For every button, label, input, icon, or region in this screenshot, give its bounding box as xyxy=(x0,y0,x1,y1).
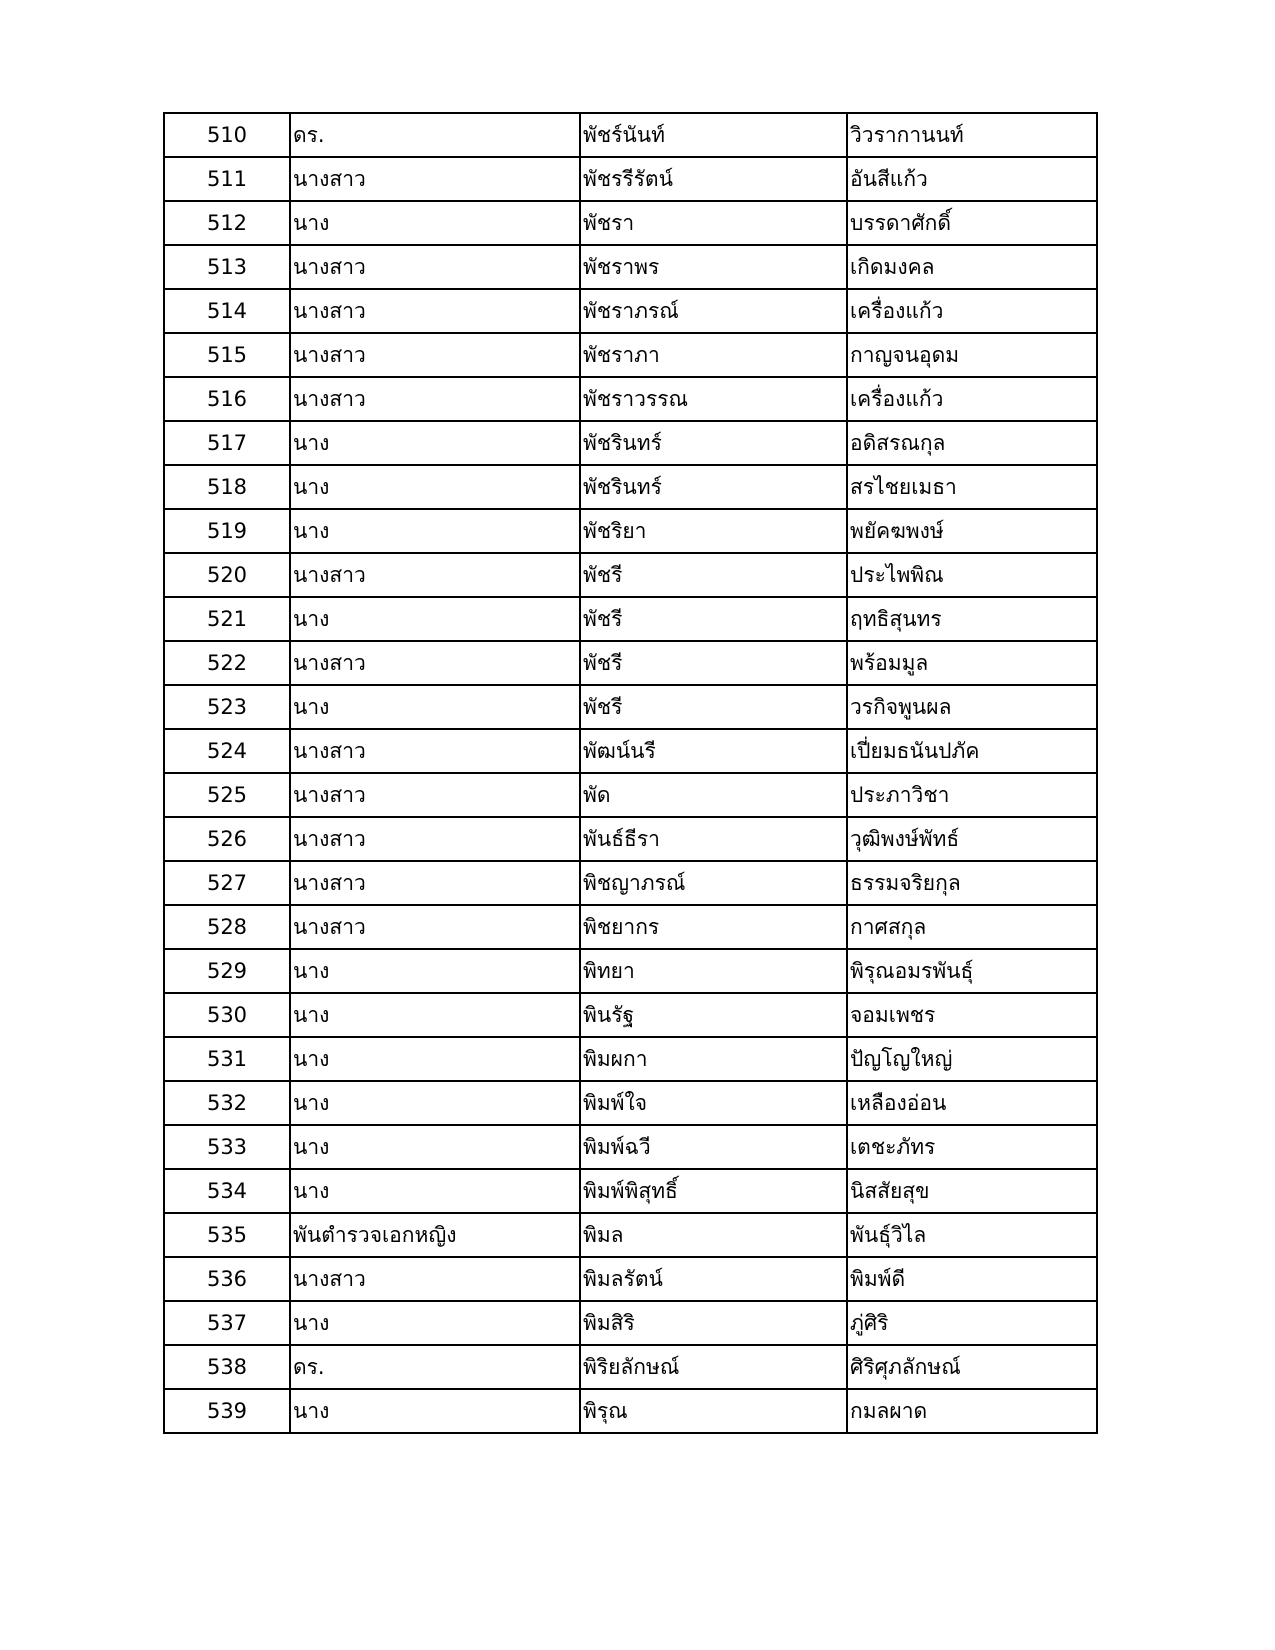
name-title: นาง xyxy=(290,685,580,729)
name-title: นาง xyxy=(290,1169,580,1213)
first-name: พัด xyxy=(580,773,847,817)
first-name: พัฒน์นรี xyxy=(580,729,847,773)
table-row xyxy=(164,245,1097,289)
first-name: พันธ์ธีรา xyxy=(580,817,847,861)
last-name: จอมเพชร xyxy=(847,993,1097,1037)
row-number: 539 xyxy=(164,1389,290,1433)
last-name: ธรรมจริยกุล xyxy=(847,861,1097,905)
row-number: 531 xyxy=(164,1037,290,1081)
table-row xyxy=(164,1389,1097,1433)
row-number: 529 xyxy=(164,949,290,993)
table-row xyxy=(164,465,1097,509)
first-name: พัชราพร xyxy=(580,245,847,289)
last-name: ประภาวิชา xyxy=(847,773,1097,817)
name-title: นางสาว xyxy=(290,817,580,861)
row-number: 538 xyxy=(164,1345,290,1389)
row-number: 528 xyxy=(164,905,290,949)
row-number: 515 xyxy=(164,333,290,377)
first-name: พัชรี xyxy=(580,597,847,641)
table-row xyxy=(164,1257,1097,1301)
table-row xyxy=(164,553,1097,597)
table-row xyxy=(164,1301,1097,1345)
name-title: นาง xyxy=(290,421,580,465)
first-name: พัชรินทร์ xyxy=(580,421,847,465)
first-name: พินรัฐ xyxy=(580,993,847,1037)
row-number: 511 xyxy=(164,157,290,201)
name-title: นางสาว xyxy=(290,1257,580,1301)
name-title: นางสาว xyxy=(290,861,580,905)
table-row xyxy=(164,773,1097,817)
table-row xyxy=(164,1081,1097,1125)
row-number: 536 xyxy=(164,1257,290,1301)
table-row xyxy=(164,333,1097,377)
last-name: อดิสรณกุล xyxy=(847,421,1097,465)
first-name: พัชริยา xyxy=(580,509,847,553)
row-number: 535 xyxy=(164,1213,290,1257)
last-name: เครื่องแก้ว xyxy=(847,377,1097,421)
row-number: 521 xyxy=(164,597,290,641)
first-name: พิมสิริ xyxy=(580,1301,847,1345)
table-row xyxy=(164,377,1097,421)
row-number: 532 xyxy=(164,1081,290,1125)
last-name: เตชะภัทร xyxy=(847,1125,1097,1169)
name-title: นาง xyxy=(290,1301,580,1345)
first-name: พิมล xyxy=(580,1213,847,1257)
name-title: นางสาว xyxy=(290,641,580,685)
row-number: 519 xyxy=(164,509,290,553)
first-name: พิมผกา xyxy=(580,1037,847,1081)
last-name: เหลืองอ่อน xyxy=(847,1081,1097,1125)
first-name: พิมลรัตน์ xyxy=(580,1257,847,1301)
table-row xyxy=(164,641,1097,685)
last-name: วุฒิพงษ์พัทธ์ xyxy=(847,817,1097,861)
row-number: 537 xyxy=(164,1301,290,1345)
table-row xyxy=(164,289,1097,333)
name-list-body xyxy=(164,113,1097,1433)
last-name: อันสีแก้ว xyxy=(847,157,1097,201)
table-row xyxy=(164,817,1097,861)
table-row xyxy=(164,1169,1097,1213)
name-title: ดร. xyxy=(290,1345,580,1389)
first-name: พิรุณ xyxy=(580,1389,847,1433)
table-row xyxy=(164,993,1097,1037)
last-name: ศิริศุภลักษณ์ xyxy=(847,1345,1097,1389)
last-name: เกิดมงคล xyxy=(847,245,1097,289)
table-row xyxy=(164,597,1097,641)
last-name: พิรุณอมรพันธุ์ xyxy=(847,949,1097,993)
name-title: นางสาว xyxy=(290,157,580,201)
first-name: พัชรา xyxy=(580,201,847,245)
table-row xyxy=(164,729,1097,773)
first-name: พิทยา xyxy=(580,949,847,993)
name-list-table xyxy=(163,112,1098,1434)
name-title: นางสาว xyxy=(290,289,580,333)
last-name: ปัญโญใหญ่ xyxy=(847,1037,1097,1081)
table-row xyxy=(164,1213,1097,1257)
first-name: พิริยลักษณ์ xyxy=(580,1345,847,1389)
last-name: เครื่องแก้ว xyxy=(847,289,1097,333)
table-row xyxy=(164,685,1097,729)
table-row xyxy=(164,157,1097,201)
first-name: พัชรรีรัตน์ xyxy=(580,157,847,201)
row-number: 520 xyxy=(164,553,290,597)
first-name: พัชรินทร์ xyxy=(580,465,847,509)
last-name: พร้อมมูล xyxy=(847,641,1097,685)
table-row xyxy=(164,113,1097,157)
last-name: ภู่ศิริ xyxy=(847,1301,1097,1345)
first-name: พัชรี xyxy=(580,641,847,685)
table-row xyxy=(164,421,1097,465)
row-number: 513 xyxy=(164,245,290,289)
name-title: นาง xyxy=(290,597,580,641)
first-name: พัชรี xyxy=(580,553,847,597)
last-name: เปี่ยมธนันปภัค xyxy=(847,729,1097,773)
last-name: กาญจนอุดม xyxy=(847,333,1097,377)
name-title: พันตำรวจเอกหญิง xyxy=(290,1213,580,1257)
last-name: พันธุ์วิไล xyxy=(847,1213,1097,1257)
table-row xyxy=(164,905,1097,949)
last-name: บรรดาศักดิ์ xyxy=(847,201,1097,245)
table-row xyxy=(164,1037,1097,1081)
first-name: พัชราวรรณ xyxy=(580,377,847,421)
row-number: 522 xyxy=(164,641,290,685)
name-title: นาง xyxy=(290,465,580,509)
name-title: นาง xyxy=(290,1125,580,1169)
table-row xyxy=(164,1125,1097,1169)
name-title: นาง xyxy=(290,993,580,1037)
last-name: พยัคฆพงษ์ xyxy=(847,509,1097,553)
last-name: นิสสัยสุข xyxy=(847,1169,1097,1213)
row-number: 530 xyxy=(164,993,290,1037)
name-title: นาง xyxy=(290,1389,580,1433)
first-name: พัชรี xyxy=(580,685,847,729)
row-number: 525 xyxy=(164,773,290,817)
name-title: นาง xyxy=(290,509,580,553)
name-title: นางสาว xyxy=(290,553,580,597)
row-number: 534 xyxy=(164,1169,290,1213)
name-title: ดร. xyxy=(290,113,580,157)
row-number: 533 xyxy=(164,1125,290,1169)
name-title: นางสาว xyxy=(290,245,580,289)
name-title: นางสาว xyxy=(290,729,580,773)
last-name: สรไชยเมธา xyxy=(847,465,1097,509)
row-number: 512 xyxy=(164,201,290,245)
name-title: นาง xyxy=(290,1037,580,1081)
table-row xyxy=(164,509,1097,553)
first-name: พิมพ์พิสุทธิ์ xyxy=(580,1169,847,1213)
last-name: วรกิจพูนผล xyxy=(847,685,1097,729)
table-row xyxy=(164,201,1097,245)
last-name: ประไพพิณ xyxy=(847,553,1097,597)
name-title: นาง xyxy=(290,201,580,245)
table-row xyxy=(164,1345,1097,1389)
name-title: นางสาว xyxy=(290,905,580,949)
name-title: นางสาว xyxy=(290,377,580,421)
last-name: ฤทธิสุนทร xyxy=(847,597,1097,641)
row-number: 518 xyxy=(164,465,290,509)
row-number: 514 xyxy=(164,289,290,333)
name-title: นางสาว xyxy=(290,773,580,817)
name-title: นาง xyxy=(290,1081,580,1125)
first-name: พิชญาภรณ์ xyxy=(580,861,847,905)
row-number: 524 xyxy=(164,729,290,773)
row-number: 516 xyxy=(164,377,290,421)
row-number: 523 xyxy=(164,685,290,729)
first-name: พัชราภา xyxy=(580,333,847,377)
first-name: พัชร์นันท์ xyxy=(580,113,847,157)
row-number: 526 xyxy=(164,817,290,861)
last-name: กาศสกุล xyxy=(847,905,1097,949)
last-name: วิวรากานนท์ xyxy=(847,113,1097,157)
row-number: 517 xyxy=(164,421,290,465)
last-name: กมลผาด xyxy=(847,1389,1097,1433)
first-name: พิมพ์ใจ xyxy=(580,1081,847,1125)
first-name: พิชยากร xyxy=(580,905,847,949)
first-name: พิมพ์ฉวี xyxy=(580,1125,847,1169)
last-name: พิมพ์ดี xyxy=(847,1257,1097,1301)
name-title: นาง xyxy=(290,949,580,993)
first-name: พัชราภรณ์ xyxy=(580,289,847,333)
row-number: 527 xyxy=(164,861,290,905)
row-number: 510 xyxy=(164,113,290,157)
table-row xyxy=(164,949,1097,993)
name-title: นางสาว xyxy=(290,333,580,377)
table-row xyxy=(164,861,1097,905)
